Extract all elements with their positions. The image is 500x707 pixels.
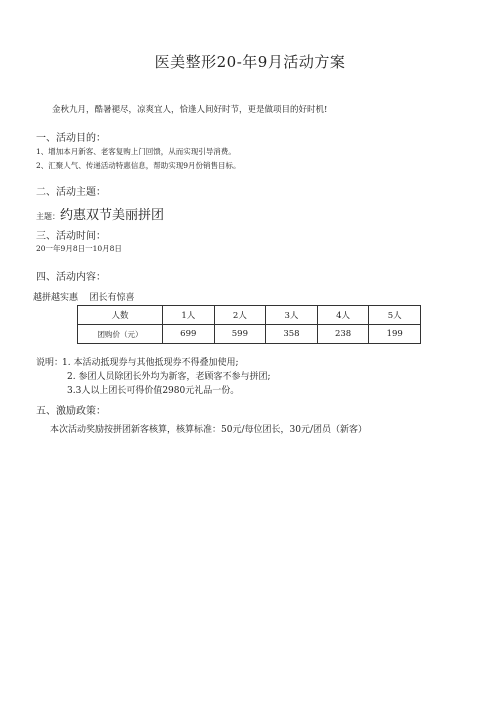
table-cell: 599 — [214, 325, 266, 344]
theme-heading: 二、活动主题： — [36, 187, 106, 198]
theme-label: 主题： — [36, 212, 60, 221]
table-cell: 199 — [369, 325, 421, 344]
notes-item-3: 3.3人以上团长可得价值2980元礼品一份。 — [67, 386, 240, 396]
table-cell: 5人 — [369, 306, 421, 325]
time-value: 20一年9月8日一10月8日 — [36, 244, 122, 253]
incentive-heading: 五、激励政策： — [36, 406, 106, 417]
time-heading: 三、活动时间： — [36, 231, 106, 242]
content-subtitle: 越拼越实惠 团长有惊喜 — [33, 293, 135, 303]
page-title: 医美整形20-年9月活动方案 — [154, 53, 346, 71]
table-cell: 3人 — [266, 306, 318, 325]
table-cell: 238 — [317, 325, 369, 344]
notes-label: 说明： — [36, 358, 64, 368]
table-cell: 358 — [266, 325, 318, 344]
theme-line — [36, 204, 164, 223]
content-heading: 四、活动内容： — [36, 272, 106, 283]
notes-item-1: 1. 本活动抵现券与其他抵现券不得叠加使用; — [62, 358, 239, 368]
table-cell: 1人 — [163, 306, 215, 325]
purpose-item-2: 2、汇聚人气、传递活动特惠信息，帮助实现9月份销售目标。 — [36, 161, 241, 170]
table-cell: 2人 — [214, 306, 266, 325]
group-price-table — [77, 305, 421, 344]
table-header-people: 人数 — [78, 306, 163, 325]
purpose-heading: 一、活动目的： — [36, 133, 106, 144]
table-cell: 699 — [163, 325, 215, 344]
theme-value: 约惠双节美丽拼团 — [60, 208, 165, 223]
incentive-text: 本次活动奖励按拼团新客核算，核算标准：50元/每位团长，30元/团员（新客） — [50, 425, 367, 435]
purpose-item-1: 1、增加本月新客、老客复购上门回馈，从而实现引导消费。 — [36, 147, 236, 156]
table-row — [78, 325, 421, 344]
intro-text: 金秋九月，酷暑褪尽，凉爽宜人，恰逢人间好时节，更是做项目的好时机! — [52, 105, 328, 115]
notes-item-2: 2. 参团人员除团长外均为新客，老顾客不参与拼团; — [67, 372, 271, 382]
table-cell: 4人 — [317, 306, 369, 325]
table-header-price: 团购价（元） — [78, 325, 163, 344]
table-row — [78, 306, 421, 325]
